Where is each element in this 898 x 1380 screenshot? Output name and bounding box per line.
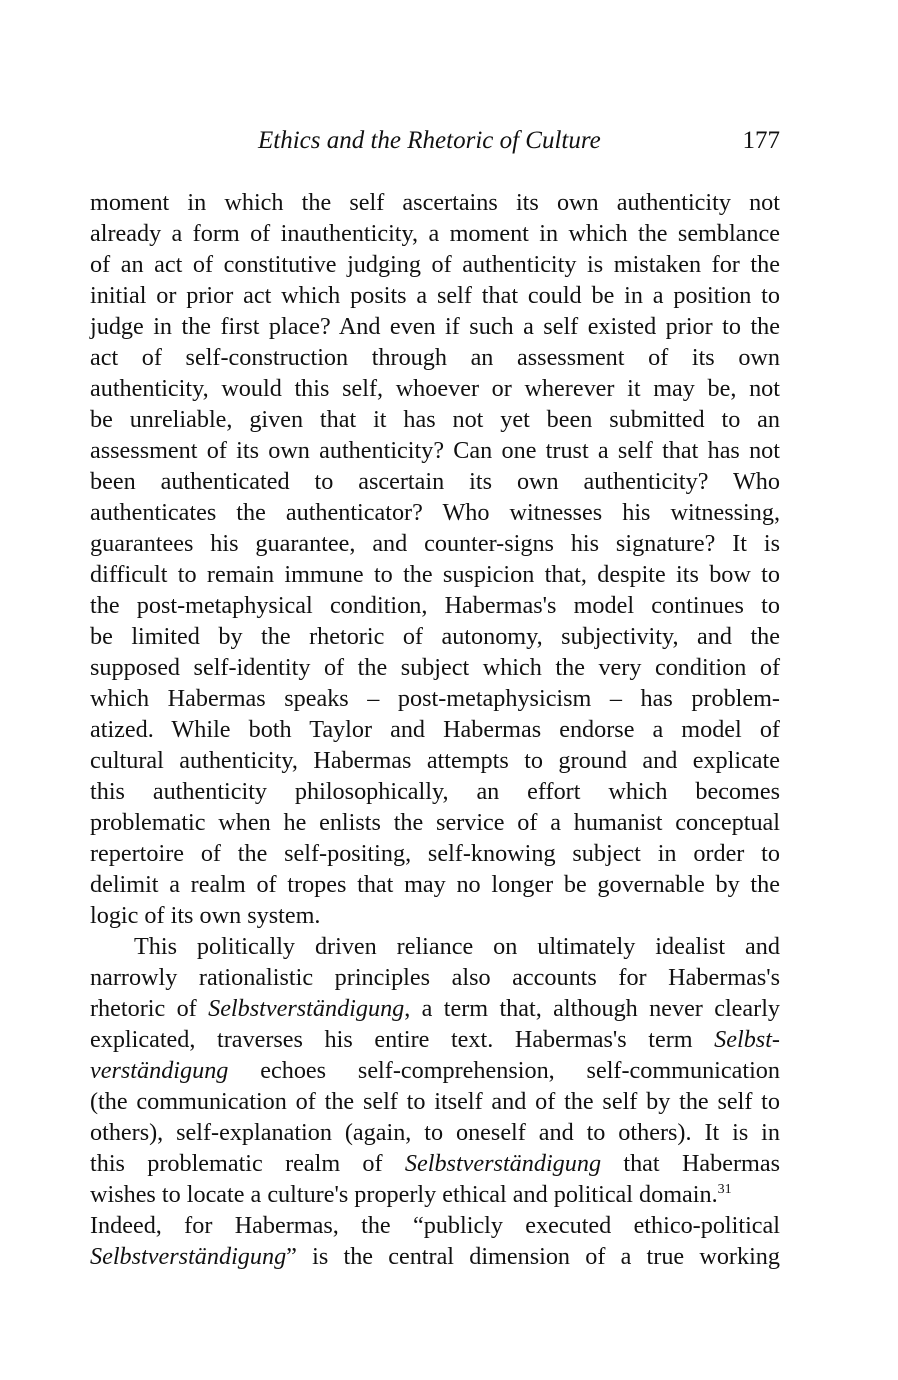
text-line: supposed self-identity of the subject which the very condition of bbox=[90, 654, 780, 681]
text-line: be limited by the rhetoric of autonomy, subjectivity, and the bbox=[90, 623, 780, 650]
text-line bbox=[90, 993, 780, 1024]
text-line bbox=[90, 1179, 780, 1210]
text-segment: this problematic realm of bbox=[90, 1150, 405, 1177]
text-line: others), self-explanation (again, to oneself and to others). It is in bbox=[90, 1119, 780, 1146]
text-segment: explicated, traverses his entire text. Habermas's term bbox=[90, 1026, 715, 1053]
paragraph-1 bbox=[90, 187, 780, 931]
text-line: be unreliable, given that it has not yet been submitted to an bbox=[90, 406, 780, 433]
text-segment: that Habermas bbox=[601, 1150, 780, 1177]
text-line: authenticity, would this self, whoever or wherever it may be, not bbox=[90, 375, 780, 402]
footnote-reference[interactable]: 31 bbox=[717, 1181, 732, 1197]
text-line: This politically driven reliance on ultimately idealist and bbox=[134, 933, 780, 960]
text-line: which Habermas speaks – post-metaphysicism – has problem- bbox=[90, 685, 780, 712]
text-line bbox=[90, 1148, 780, 1179]
text-line: narrowly rationalistic principles also accounts for Habermas's bbox=[90, 964, 780, 991]
text-segment: echoes self-comprehension, self-communication bbox=[228, 1057, 780, 1084]
text-line bbox=[90, 1055, 780, 1086]
italic-term: verständigung bbox=[90, 1057, 229, 1084]
paragraph-2 bbox=[90, 931, 780, 1272]
text-line: of an act of constitutive judging of authenticity is mistaken for the bbox=[90, 251, 780, 278]
text-line: delimit a realm of tropes that may no longer be governable by the bbox=[90, 871, 780, 898]
text-line: Indeed, for Habermas, the “publicly executed ethico-political bbox=[90, 1212, 780, 1239]
text-line: initial or prior act which posits a self that could be in a position to bbox=[90, 282, 780, 309]
page-number: 177 bbox=[742, 127, 780, 154]
text-line: guarantees his guarantee, and counter-signs his signature? It is bbox=[90, 530, 780, 557]
running-header bbox=[90, 124, 780, 158]
text-line: judge in the first place? And even if such a self existed prior to the bbox=[90, 313, 780, 340]
italic-term: Selbstverständigung bbox=[404, 1150, 602, 1177]
text-segment: , a term that, although never clearly bbox=[404, 995, 781, 1022]
text-segment: rhetoric of bbox=[90, 995, 209, 1022]
text-line: cultural authenticity, Habermas attempts to ground and explicate bbox=[90, 747, 780, 774]
text-line: the post-metaphysical condition, Habermas's model continues to bbox=[90, 592, 780, 619]
text-line: problematic when he enlists the service of a humanist conceptual bbox=[90, 809, 780, 836]
italic-term: Selbstverständigung bbox=[208, 995, 405, 1022]
text-line: atized. While both Taylor and Habermas endorse a model of bbox=[90, 716, 780, 743]
text-segment: wishes to locate a culture's properly ethical and political domain. bbox=[90, 1181, 718, 1208]
text-line: moment in which the self ascertains its own authenticity not bbox=[90, 189, 780, 216]
text-line: been authenticated to ascertain its own authenticity? Who bbox=[90, 468, 780, 495]
text-line: act of self-construction through an assessment of its own bbox=[90, 344, 780, 371]
italic-term: Selbst- bbox=[714, 1026, 780, 1053]
body-text bbox=[90, 187, 780, 1272]
text-line: (the communication of the self to itself and of the self by the self to bbox=[90, 1088, 780, 1115]
text-line: logic of its own system. bbox=[90, 902, 321, 929]
text-segment: ” is the central dimension of a true working bbox=[286, 1243, 780, 1270]
text-line: already a form of inauthenticity, a moment in which the semblance bbox=[90, 220, 780, 247]
text-line: assessment of its own authenticity? Can one trust a self that has not bbox=[90, 437, 780, 464]
text-line: this authenticity philosophically, an effort which becomes bbox=[90, 778, 780, 805]
text-line: difficult to remain immune to the suspicion that, despite its bow to bbox=[90, 561, 780, 588]
text-line: authenticates the authenticator? Who witnesses his witnessing, bbox=[90, 499, 780, 526]
italic-term: Selbstverständigung bbox=[90, 1243, 287, 1270]
running-title: Ethics and the Rhetoric of Culture bbox=[258, 127, 601, 154]
text-line bbox=[90, 1241, 780, 1272]
text-line: repertoire of the self-positing, self-knowing subject in order to bbox=[90, 840, 780, 867]
text-line bbox=[90, 1024, 780, 1055]
